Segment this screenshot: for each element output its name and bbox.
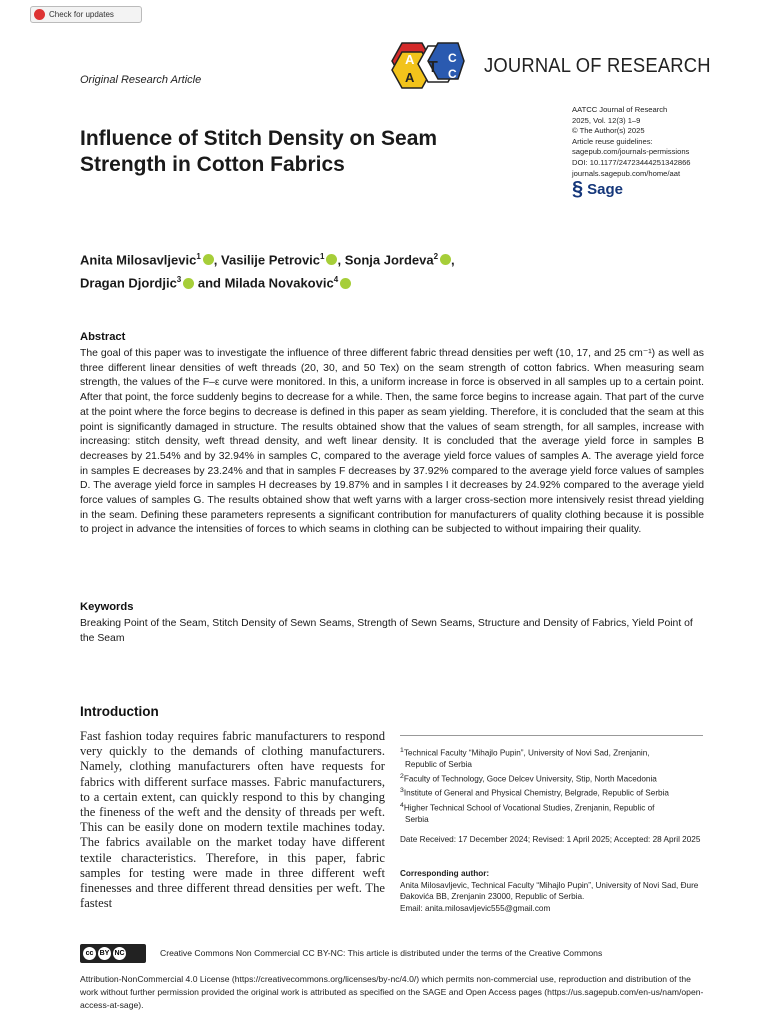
- author-sep: ,: [213, 252, 222, 268]
- introduction-heading: Introduction: [80, 704, 159, 719]
- abstract-heading: Abstract: [80, 331, 126, 343]
- check-for-updates-label: Check for updates: [49, 10, 114, 19]
- author-name: Anita Milosavljevic: [80, 252, 197, 268]
- author-name: Milada Novakovic: [224, 275, 334, 291]
- affiliation-text: Higher Technical School of Vocational Studies, Zrenjanin, Republic of: [403, 803, 655, 813]
- meta-reuse: Article reuse guidelines:: [572, 136, 653, 146]
- cc-icon: cc: [83, 947, 96, 960]
- meta-volume: 2025, Vol. 12(3) 1–9: [572, 115, 641, 125]
- orcid-icon[interactable]: [440, 254, 451, 265]
- affiliation-item: [400, 785, 705, 799]
- keywords-heading: Keywords: [80, 601, 134, 613]
- logo-letter-a2: A: [405, 70, 415, 85]
- article-dates: Date Received: 17 December 2024; Revised: 1 April 2025; Accepted: 28 April 2025: [400, 835, 701, 844]
- sage-s-icon: §: [572, 178, 584, 200]
- article-meta: [572, 105, 762, 179]
- corresponding-details: Anita Milosavljevic, Technical Faculty “Mihajlo Pupin”, University of Novi Sad, Đure Đakovića BB, Zrenjanin 23000, Republic of Serbia.: [400, 880, 699, 902]
- author-line-2: [80, 270, 640, 293]
- affiliation-sup: 2: [400, 772, 404, 780]
- author-sep: ,: [337, 252, 345, 268]
- author-sep: ,: [451, 252, 455, 268]
- author-sep: and: [194, 275, 225, 291]
- footnote-divider: [400, 735, 703, 736]
- affiliation-text: Institute of General and Physical Chemistry, Belgrade, Republic of Serbia: [403, 788, 669, 798]
- logo-letter-c1: C: [448, 51, 457, 65]
- author-list: [80, 247, 640, 294]
- orcid-icon[interactable]: [183, 278, 194, 289]
- author-line-1: [80, 247, 640, 270]
- logo-letter-c2: C: [448, 67, 457, 81]
- journal-name: JOURNAL OF RESEARCH: [484, 55, 711, 77]
- abstract-text: The goal of this paper was to investigate the influence of three different fabric thread densities per weft (10, 17, and 25 cm⁻¹) as well as three different linear densities of weft threads (20, 30, and 50 Tex) on the seam strength of cotton fabrics. When measuring seam strength, the values of the F–ε curve were monitored. In this, a uniform increase in force is observed in all samples up to a certain point. After that point, the force suddenly begins to decrease for a while. Then, the same force begins to increase again. That part of the curve at the point where the force begins to decrease is defined in this paper as seam yielding. Therefore, it is concluded that the seam at this point is significantly damaged in structure. The results obtained show that the values of seam strength, for all samples, increase with increasing: stitch density, weft thread density, and weft linear density. It is concluded that the average yield force in samples B decreases by 21.54% and by 32.94% in samples C, compared to the average yield force values of samples A. The average yield force in samples E decreases by 23.24% and that in samples F decreases by 37.92% compared to the average yield force values of samples D. The average yield force in samples H decreases by 19.87% and in samples I it decreases by 24.92% compared to the average yield force values of samples G. The results obtained show that weft yarns with a larger cross-section more intensively resist thread yielding in the seam. Defining these parameters represents a significant contribution for manufacturers of quality clothing because it is possible to project in advance the intensities of forces to which seams in clothing can be subjected to without impairing their quality.: [80, 348, 704, 536]
- check-for-updates-badge[interactable]: [30, 6, 142, 23]
- affiliation-sup: 3: [400, 787, 404, 795]
- sage-logo: [572, 180, 623, 198]
- affiliation-continuation: Serbia: [405, 814, 429, 824]
- author-name: Dragan Djordjic: [80, 275, 177, 291]
- author-sup: 1: [196, 252, 201, 261]
- meta-copyright: © The Author(s) 2025: [572, 126, 645, 136]
- sage-label: Sage: [587, 180, 623, 198]
- author-sup: 2: [433, 252, 439, 261]
- meta-permissions-link[interactable]: sagepub.com/journals-permissions: [572, 147, 690, 157]
- affiliation-text: Technical Faculty “Mihajlo Pupin”, University of Novi Sad, Zrenjanin,: [403, 748, 650, 758]
- article-title: Influence of Stitch Density on Seam Strength in Cotton Fabrics: [80, 127, 438, 176]
- author-sup: 3: [176, 275, 182, 285]
- affiliation-sup: 1: [400, 747, 404, 754]
- by-icon: BY: [98, 947, 111, 960]
- aatcc-logo: [388, 40, 468, 92]
- logo-letter-t: T: [428, 59, 438, 76]
- license-line-1: Creative Commons Non Commercial CC BY-NC: This article is distributed under the terms of the Creative Commons: [160, 948, 603, 958]
- affiliation-continuation: Republic of Serbia: [405, 760, 472, 770]
- affiliation-sup: 4: [400, 801, 404, 809]
- affiliation-item: [400, 800, 705, 814]
- affiliations: [400, 745, 705, 826]
- orcid-icon[interactable]: [340, 278, 351, 289]
- introduction-text: Fast fashion today requires fabric manufacturers to respond very quickly to the demands of clothing manufacturers. Namely, clothing manufacturers often have requests for fabrics with different surface masses. Fabric manufacturers, to a certain extent, can quickly respond to this by changing the fineness of the weft and the density of threads per weft. This can be easily done on modern textile machines today. The fabrics available on the market today have different textile characteristics. Therefore, in this paper, fabric samples for testing were made in three different weft finenesses and three different thread densities per weft. The fastest: [80, 729, 385, 911]
- affiliation-item: [400, 745, 705, 759]
- affiliation-text: Faculty of Technology, Goce Delcev University, Stip, North Macedonia: [403, 774, 657, 784]
- article-type: Original Research Article: [80, 74, 202, 86]
- author-name: Vasilije Petrovic: [221, 252, 321, 268]
- orcid-icon[interactable]: [203, 254, 214, 265]
- corresponding-author: [400, 868, 705, 914]
- corresponding-label: Corresponding author:: [400, 869, 490, 878]
- author-name: Sonja Jordeva: [344, 252, 434, 268]
- meta-doi[interactable]: DOI: 10.1177/24723444251342866: [572, 157, 691, 167]
- meta-journal: AATCC Journal of Research: [572, 105, 668, 114]
- affiliation-item: [400, 771, 705, 785]
- corresponding-email[interactable]: Email: anita.milosavljevic555@gmail.com: [400, 903, 551, 913]
- logo-letter-a1: A: [405, 52, 415, 67]
- orcid-icon[interactable]: [326, 254, 337, 265]
- meta-journal-link[interactable]: journals.sagepub.com/home/aat: [572, 168, 681, 178]
- license-text: Attribution-NonCommercial 4.0 License (https://creativecommons.org/licenses/by-nc/4.0/) which permits non-commercial use, reproduction and distribution of the work without further permission provided the original work is attributed as specified on the SAGE and Open Access pages (https://us.sagepub.com/en-us/nam/open-access-at-sage).: [80, 974, 704, 1010]
- cc-license-badge[interactable]: [80, 944, 146, 963]
- nc-icon: NC: [113, 947, 126, 960]
- author-sup: 4: [333, 275, 339, 285]
- keywords-text: Breaking Point of the Seam, Stitch Density of Sewn Seams, Strength of Sewn Seams, Structure and Density of Fabrics, Yield Point of the Seam: [80, 618, 693, 644]
- update-icon: [34, 9, 45, 20]
- author-sup: 1: [320, 252, 325, 261]
